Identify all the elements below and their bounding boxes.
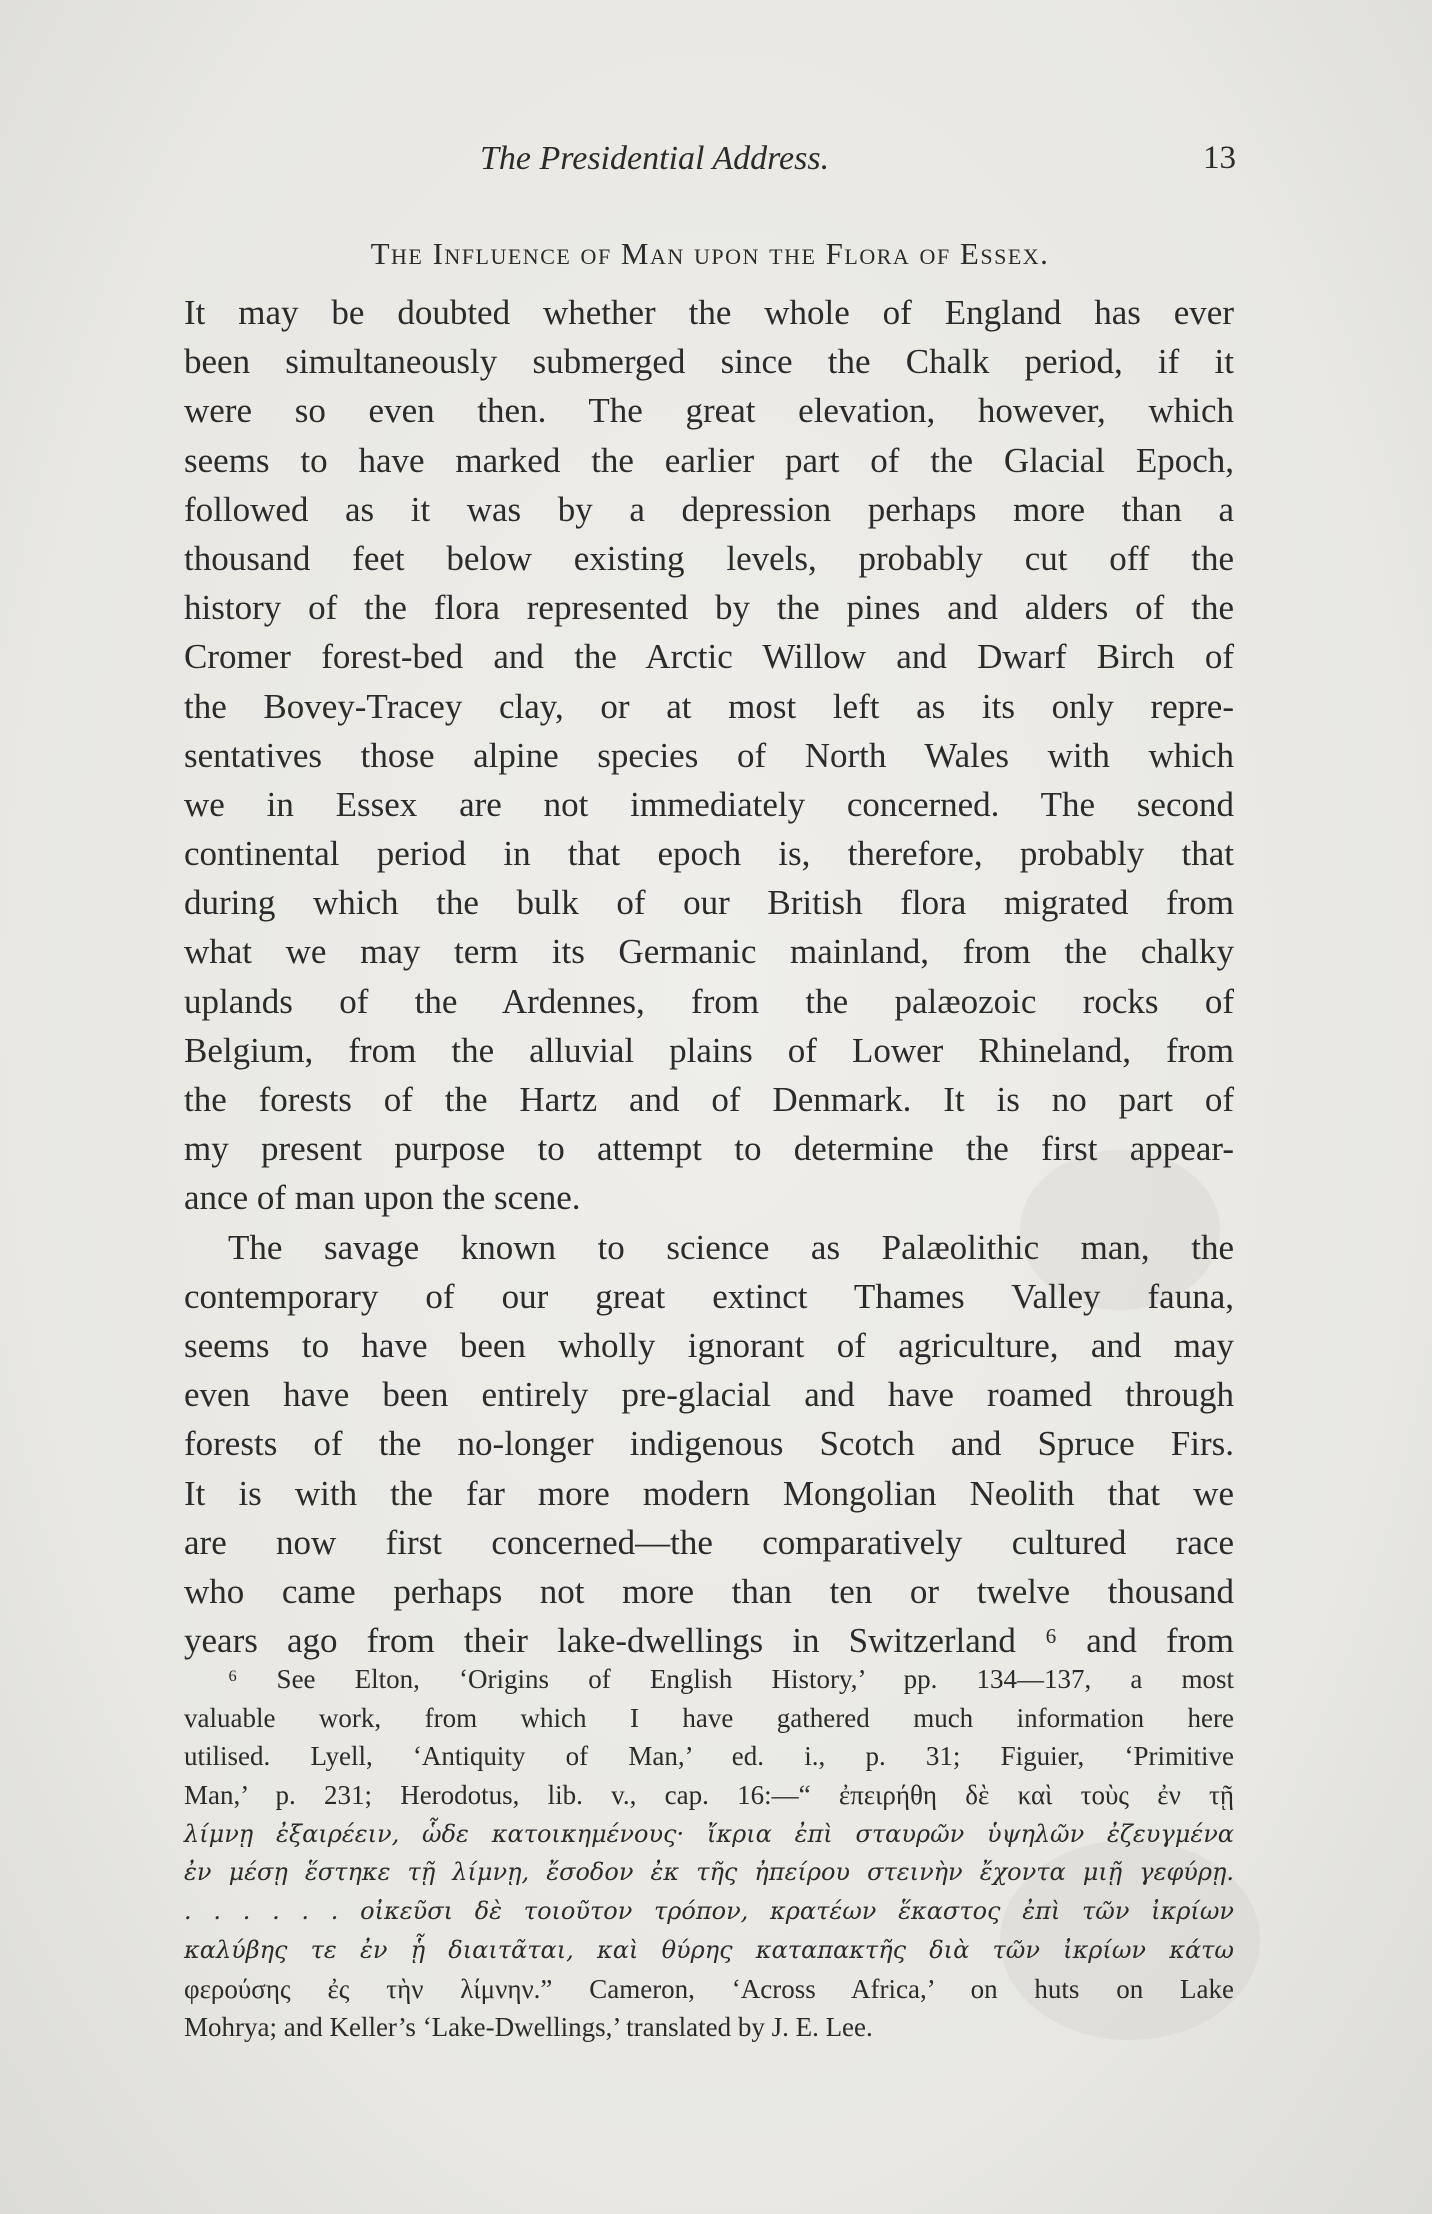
body-line: contemporary of our great extinct Thames Valley fauna, xyxy=(184,1276,1234,1316)
footnote-line: φερούσης ἐς τὴν λίμνην.” Cameron, ‘Across Africa,’ on huts on Lake xyxy=(184,1973,1234,2004)
body-line: years ago from their lake-dwellings in Switzerland ⁶ and from xyxy=(184,1621,1234,1661)
body-line: It may be doubted whether the whole of England has ever xyxy=(184,293,1234,332)
body-line: who came perhaps not more than ten or twelve thousand xyxy=(184,1571,1234,1611)
footnotes xyxy=(184,1660,1234,2047)
footnote-greek-line: . . . . . . οἰκεῦσι δὲ τοιοῦτον τρόπον, κρατέων ἕκαστος ἐπὶ τῶν ἰκρίων xyxy=(184,1897,1234,1926)
body-line: seems to have marked the earlier part of the Glacial Epoch, xyxy=(184,440,1234,480)
body-line: what we may term its Germanic mainland, from the chalky xyxy=(184,932,1234,972)
body-line: It is with the far more modern Mongolian Neolith that we xyxy=(184,1473,1234,1513)
body-line: my present purpose to attempt to determine the first appear- xyxy=(184,1129,1234,1169)
body-line: the Bovey-Tracey clay, or at most left as its only repre- xyxy=(184,686,1234,726)
footnote-line: Mohrya; and Keller’s ‘Lake-Dwellings,’ translated by J. E. Lee. xyxy=(184,2012,873,2043)
body-line: continental period in that epoch is, therefore, probably that xyxy=(184,834,1234,874)
body-line: during which the bulk of our British flora migrated from xyxy=(184,883,1234,923)
body-text xyxy=(184,288,1234,1665)
body-line: forests of the no-longer indigenous Scotch and Spruce Firs. xyxy=(184,1424,1234,1464)
body-line: uplands of the Ardennes, from the palæozoic rocks of xyxy=(184,981,1234,1021)
body-line: are now first concerned—the comparatively cultured race xyxy=(184,1522,1234,1562)
body-line: been simultaneously submerged since the Chalk period, if it xyxy=(184,342,1234,382)
body-line: even have been entirely pre-glacial and have roamed through xyxy=(184,1375,1234,1415)
footnote-greek-line: καλύβης τε ἐν ᾗ διαιτᾶται, καὶ θύρης καταπακτῆς διὰ τῶν ἰκρίων κάτω xyxy=(184,1935,1234,1964)
body-line: we in Essex are not immediately concerned. The second xyxy=(184,784,1234,824)
body-line: history of the flora represented by the pines and alders of the xyxy=(184,588,1234,628)
footnote-line: ⁶ See Elton, ‘Origins of English History,’ pp. 134—137, a most xyxy=(228,1664,1234,1694)
body-line: Belgium, from the alluvial plains of Lower Rhineland, from xyxy=(184,1030,1234,1070)
body-line: the forests of the Hartz and of Denmark. It is no part of xyxy=(184,1080,1234,1119)
footnote-line: valuable work, from which I have gathered much information here xyxy=(184,1702,1234,1733)
page-number: 13 xyxy=(1203,140,1236,176)
page-header xyxy=(184,140,1236,180)
body-line: ance of man upon the scene. xyxy=(184,1178,581,1218)
body-line: thousand feet below existing levels, probably cut off the xyxy=(184,538,1234,578)
footnote-greek-line: ἐν μέσῃ ἕστηκε τῇ λίμνῃ, ἔσοδον ἐκ τῆς ἠπείρου στεινὴν ἔχοντα μιῇ γεφύρῃ. xyxy=(184,1858,1234,1887)
body-line: Cromer forest-bed and the Arctic Willow and Dwarf Birch of xyxy=(184,637,1234,677)
footnote-greek-line: λίμνῃ ἐξαιρέειν, ὧδε κατοικημένους· ἴκρια ἐπὶ σταυρῶν ὑψηλῶν ἐζευγμένα xyxy=(184,1819,1234,1848)
section-title: The Influence of Man upon the Flora of Essex. xyxy=(370,236,1050,271)
body-line: sentatives those alpine species of North Wales with which xyxy=(184,735,1234,775)
body-line: were so even then. The great elevation, however, which xyxy=(184,391,1234,431)
footnote-line: utilised. Lyell, ‘Antiquity of Man,’ ed. i., p. 31; Figuier, ‘Primitive xyxy=(184,1741,1234,1772)
running-title: The Presidential Address. xyxy=(480,140,830,177)
body-line: followed as it was by a depression perhaps more than a xyxy=(184,489,1234,529)
body-line: The savage known to science as Palæolithic man, the xyxy=(228,1227,1234,1267)
body-line: seems to have been wholly ignorant of agriculture, and may xyxy=(184,1325,1234,1365)
footnote-line: Man,’ p. 231; Herodotus, lib. v., cap. 16:—“ ἐπειρήθη δὲ καὶ τοὺς ἐν τῇ xyxy=(184,1780,1234,1811)
